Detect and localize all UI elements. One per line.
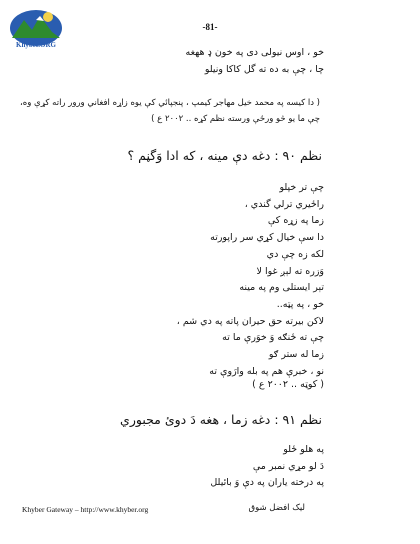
poem-line: زما له ستر ګو bbox=[268, 349, 324, 361]
poem-line: لکه زه چې دي bbox=[266, 248, 324, 260]
poem-line: لاکن بيرته حق حيران پاته په دي شم ، bbox=[176, 315, 324, 327]
logo-text: Khyber.ORG bbox=[16, 41, 56, 49]
poem-line: وَزره ته لېږ غوا لا bbox=[256, 265, 324, 277]
intro-verse bbox=[185, 45, 324, 78]
verse-line: چا ، چې به ده ته گل کاکا ونيلو bbox=[204, 63, 324, 75]
page-number: -81- bbox=[202, 22, 218, 32]
poem-90-body bbox=[177, 180, 324, 380]
poem-line: راځيري ترلي گندي ، bbox=[244, 198, 324, 210]
footer-source: Khyber Gateway – http://www.khyber.org bbox=[22, 505, 149, 514]
poem-91-title: نظم ۹۱ : دغه زما ، هغه دَ دوئ مجبوري bbox=[120, 412, 322, 427]
poem-line: تېر ايستلى وم په مينه bbox=[239, 282, 324, 294]
poem-line: زما په زړه کې bbox=[267, 215, 324, 227]
poem-line: دا سې خيال کړي سر راپورته bbox=[210, 232, 324, 244]
note-line: ( دا كيسه په محمد خيل مهاجر كيمپ ، پنجپائي كې يوه زاړه افغاني ورور راته کړې وه، bbox=[20, 98, 320, 108]
footer-author: ليک افضل شوق bbox=[248, 503, 305, 513]
poem-line: چې ته ځنګه وَ خوَرې ما ته bbox=[222, 332, 324, 344]
verse-line: خو ، اوس نيولى دى په خون ډ ههغه bbox=[185, 47, 324, 58]
poem-91-body bbox=[210, 442, 324, 492]
poem-90-title: نظم ۹۰ : دغه دې مينه ، که ادا وَگڼم ؟ bbox=[127, 148, 322, 163]
poem-line: په هلو ځلو bbox=[283, 444, 324, 455]
poem-line: نو ، خبرې هم په بله وارَوې ته bbox=[209, 365, 324, 377]
note-line: چې ما يو څو ورځې ورسته نظم کړه .. ۲۰۰۲ ع ) bbox=[151, 114, 320, 124]
intro-note bbox=[20, 95, 320, 127]
poem-line: په درخته ياران په دې وَ بائيلل bbox=[210, 477, 324, 489]
poem-line: چې تر خپلو bbox=[279, 182, 324, 193]
poem-line: خو ، په پټه.. bbox=[276, 298, 324, 310]
poem-line: دَ لو مړي نمبر مې bbox=[252, 460, 324, 472]
poem-90-note: ( کوټه .. ۲۰۰۲ ع ) bbox=[252, 379, 324, 390]
